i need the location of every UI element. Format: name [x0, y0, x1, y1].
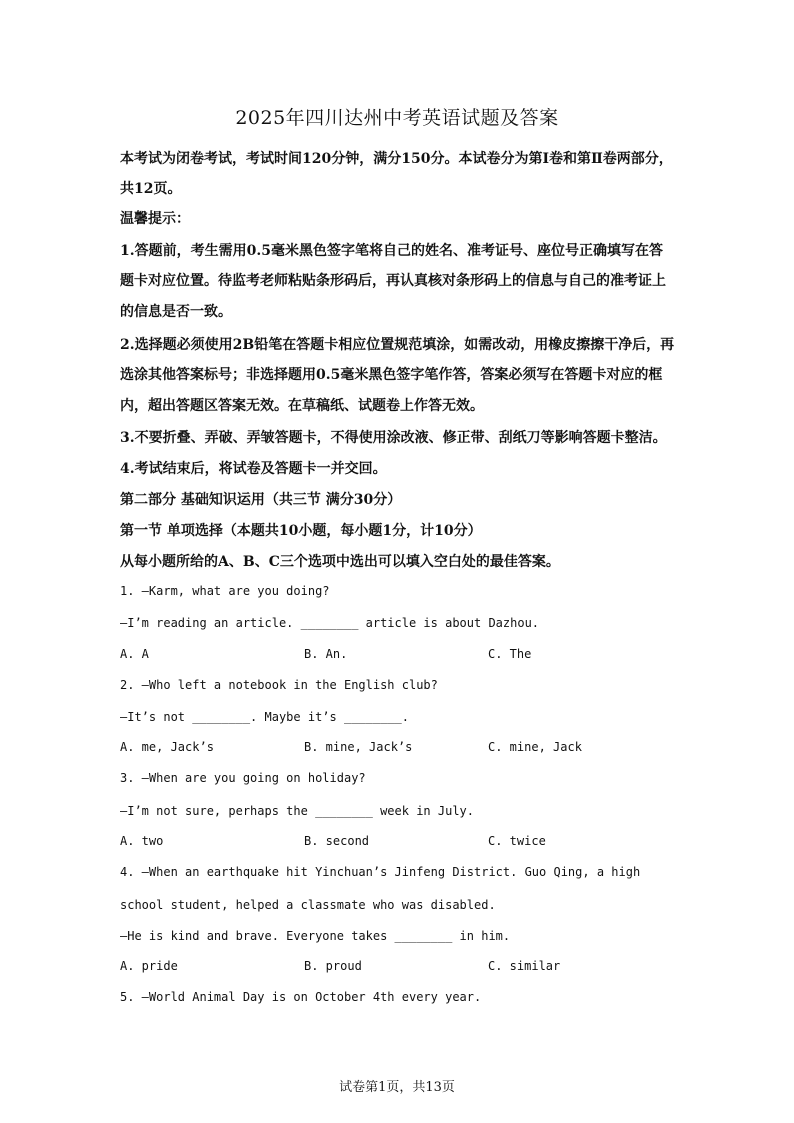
question-line: 1. —Karm, what are you doing? — [120, 584, 330, 598]
question-line: —He is kind and brave. Everyone takes ________ in him. — [120, 929, 511, 943]
option-c: C. The — [488, 647, 532, 661]
instruction: 从每小题所给的A、B、C三个选项中选出可以填入空白处的最佳答案。 — [120, 554, 560, 570]
question-line: school student, helped a classmate who was disabled. — [120, 898, 496, 912]
option-b: B. proud — [304, 959, 362, 973]
option-c: C. twice — [488, 834, 546, 848]
intro-line-2: 共12页。 — [120, 181, 182, 197]
tip-line: 题卡对应位置。待监考老师粘贴条形码后，再认真核对条形码上的信息与自己的准考证上 — [120, 273, 666, 289]
option-a: A. pride — [120, 959, 178, 973]
question-line: —It’s not ________. Maybe it’s ________. — [120, 710, 409, 724]
question-line: 4. —When an earthquake hit Yinchuan’s Jinfeng District. Guo Qing, a high — [120, 865, 641, 879]
tips-heading: 温馨提示： — [120, 211, 190, 227]
question-line: 5. —World Animal Day is on October 4th every year. — [120, 990, 482, 1004]
part-heading: 第二部分 基础知识运用（共三节 满分30分） — [120, 492, 402, 508]
option-a: A. two — [120, 834, 164, 848]
exam-title: 2025年四川达州中考英语试题及答案 — [235, 107, 559, 129]
tip-line: 内，超出答题区答案无效。在草稿纸、试题卷上作答无效。 — [120, 398, 484, 414]
tip-line: 选涂其他答案标号；非选择题用0.5毫米黑色签字笔作答，答案必须写在答题卡对应的框 — [120, 367, 663, 383]
question-line: 2. —Who left a notebook in the English club? — [120, 678, 438, 692]
option-b: B. An. — [304, 647, 348, 661]
option-a: A. A — [120, 647, 149, 661]
intro-line-1: 本考试为闭卷考试，考试时间120分钟，满分150分。本试卷分为第Ⅰ卷和第Ⅱ卷两部分， — [120, 151, 673, 167]
tip-line: 4.考试结束后，将试卷及答题卡一并交回。 — [120, 461, 387, 477]
option-a: A. me, Jack’s — [120, 740, 214, 754]
option-c: C. mine, Jack — [488, 740, 582, 754]
page-footer: 试卷第1页，共13页 — [339, 1080, 455, 1095]
question-line: —I’m reading an article. ________ article is about Dazhou. — [120, 616, 540, 630]
section-heading: 第一节 单项选择（本题共10小题，每小题1分，计10分） — [120, 523, 482, 539]
question-line: 3. —When are you going on holiday? — [120, 771, 366, 785]
tip-line: 1.答题前，考生需用0.5毫米黑色签字笔将自己的姓名、准考证号、座位号正确填写在答 — [120, 243, 663, 259]
option-b: B. second — [304, 834, 370, 848]
option-b: B. mine, Jack’s — [304, 740, 413, 754]
option-c: C. similar — [488, 959, 561, 973]
question-line: —I’m not sure, perhaps the ________ week in July. — [120, 804, 475, 818]
tip-line: 3.不要折叠、弄破、弄皱答题卡，不得使用涂改液、修正带、刮纸刀等影响答题卡整洁。 — [120, 430, 667, 446]
tip-line: 2.选择题必须使用2B铅笔在答题卡相应位置规范填涂，如需改动，用橡皮擦擦干净后，再 — [120, 337, 675, 353]
tip-line: 的信息是否一致。 — [120, 304, 232, 320]
